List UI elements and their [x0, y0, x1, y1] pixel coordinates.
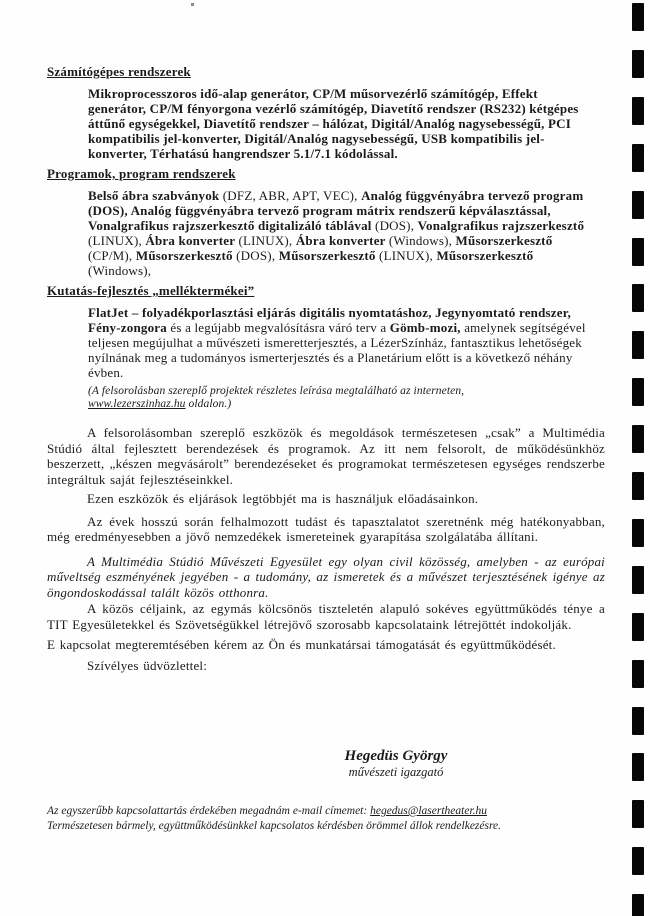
text-run: Ábra konverter [145, 233, 239, 248]
text-run: oldalon.) [185, 398, 232, 410]
text-run: (CP/M), [88, 248, 136, 263]
text-run: Szívélyes üdvözlettel: [87, 657, 208, 673]
footer-line-availability [47, 819, 607, 834]
text-run: (LINUX), [88, 233, 146, 248]
body-paragraph-evek [47, 514, 605, 545]
footer-note [47, 804, 607, 834]
binding-mark [632, 566, 644, 594]
text-run: Természetesen bármely, együttműködésünkkel kapcsolatos kérdésben örömmel állok rendelkezésre. [47, 820, 502, 832]
section-heading-programok: Programok, program rendszerek [47, 166, 236, 181]
text-run: A közös céljaink, az egymás kölcsönös tiszteletén alapuló sokéves együttműködés ténye a TIT Egyesületekkel és Szövetségükkel létrejövő szorosabb kapcsolataink létrejöttét indokolják. [47, 601, 605, 632]
text-run: amelynek segítségével teljesen megújulhat a művészeti ismeretterjesztés, a LézerSzínház, fantasztikus lehetőségek nyílnának meg a tudományos ismerterjesztés és a Planetárium előtt is a következő néhány évben. [88, 320, 586, 380]
text-run: (DOS), [236, 248, 279, 263]
text-run: (Windows), [388, 233, 456, 248]
text-run: Ábra konverter [295, 233, 389, 248]
text-run: Az évek hosszú során felhalmozott tudást és tapasztalatot szeretnénk még hatékonyabban, még eredményesebben a jövő nemzedékek ismereteinek gyarapítása szolgálatába állítani. [47, 513, 605, 544]
text-run: Gömb-mozi, [389, 320, 465, 335]
binding-mark [632, 472, 644, 500]
section-body-szamitogepes-rendszerek [88, 86, 588, 161]
body-paragraph-kozos-celjaink [47, 601, 605, 632]
body-paragraph-felsorolas [47, 425, 605, 487]
text-run: (A felsorolásban szereplő projektek részletes leírása megtalálható az interneten, [88, 385, 465, 397]
binding-mark [632, 331, 644, 359]
binding-mark [632, 97, 644, 125]
binding-mark [632, 50, 644, 78]
binding-mark [632, 753, 644, 781]
text-run: Műsorszerkesztő [278, 248, 380, 263]
text-run: (DFZ, ABR, APT, VEC), [222, 188, 362, 203]
text-run: (LINUX), [238, 233, 296, 248]
body-paragraph-kapcsolat [47, 637, 605, 653]
text-run: Analóg függvényábra tervező program (DOS), Analóg függvényábra tervező program mátrix rendszerű képválasztással, Vonalgrafikus rajzszerkesztő digitalizáló táblával [88, 188, 584, 233]
text-run: (LINUX), [379, 248, 437, 263]
binding-mark [632, 191, 644, 219]
closing-line [47, 658, 605, 674]
scan-speck-artifact [191, 3, 194, 6]
binding-mark [632, 284, 644, 312]
projects-note [88, 385, 508, 411]
binding-mark [632, 519, 644, 547]
text-run: Műsorszerkesztő [436, 248, 534, 263]
text-run: Ezen eszközök és eljárások legtöbbjét ma is használjuk előadásainkon. [87, 491, 479, 506]
text-run: FlatJet – folyadékporlasztási eljárás digitális nyomtatáshoz, Jegynyomtató rendszer, Fény-zongora [88, 305, 571, 335]
text-run: Műsorszerkesztő [455, 233, 553, 248]
body-paragraph-eszkozok [47, 491, 605, 507]
text-run: és a legújabb megvalósításra váró terv a [170, 320, 390, 335]
binding-mark [632, 800, 644, 828]
text-run: Műsorszerkesztő [135, 248, 237, 263]
text-run: Vonalgrafikus rajzszerkesztő [417, 218, 585, 233]
text-run: E kapcsolat megteremtésében kérem az Ön és munkatársai támogatását és együttműködését. [47, 637, 556, 652]
text-run: A felsorolásomban szereplő eszközök és megoldások természetesen „csak” a Multimédia Stúdió által fejlesztett berendezések és programok. Az itt nem felsorolt, de működésünkhöz beszerzett, „készen megvásárolt” berendezéseket és programokat természetesen egységes rendszerbe integráltuk saját fejlesztéseinkkel. [47, 425, 605, 487]
body-paragraph-egyesulet [47, 554, 605, 601]
binding-mark [632, 144, 644, 172]
binding-mark [632, 378, 644, 406]
binding-mark [632, 707, 644, 735]
footer-line-email [47, 804, 607, 819]
text-run: (Windows), [88, 263, 152, 278]
text-run: (DOS), [375, 218, 418, 233]
section-body-programok [88, 188, 588, 278]
binding-mark [632, 238, 644, 266]
binding-mark [632, 613, 644, 641]
text-run: Belső ábra szabványok [88, 188, 223, 203]
text-run: A Multimédia Stúdió Művészeti Egyesület egy olyan civil közösség, amelyben - az európai műveltség eszményének jegyében - a tudomány, az ismeretek és a művészet terjesztésének igénye az öngondoskodással talált közös otthonra. [47, 553, 605, 600]
binding-mark [632, 894, 644, 916]
letter-content [47, 64, 605, 680]
binding-mark [632, 425, 644, 453]
signature-name: Hegedüs György [344, 748, 448, 764]
binding-mark [632, 660, 644, 688]
section-heading-szamitogepes-rendszerek: Számítógépes rendszerek [47, 64, 191, 79]
lezerszinhaz-link: www.lezerszinhaz.hu [88, 398, 186, 410]
section-body-kutatas-fejlesztes [88, 305, 588, 380]
signature-title: művészeti igazgató [348, 765, 444, 779]
binding-mark [632, 847, 644, 875]
signature-block [286, 748, 506, 780]
text-run: Mikroprocesszoros idő-alap generátor, CP/M műsorvezérlő számítógép, Effekt generátor, CP/M fényorgona vezérlő számítógép, Diavetítő rendszer (RS232) kétgépes áttűnő egységekkel, Diavetítő rendszer – hálózat, Digitál/Analóg nagysebességű, PCI kompatibilis jel-konverter, Digitál/Analóg nagysebességű, USB kompatibilis jel-konverter, Térhatású hangrendszer 5.1/7.1 kódolással. [88, 86, 579, 161]
binding-mark [632, 3, 644, 31]
email-link: hegedus@lasertheater.hu [370, 805, 488, 817]
section-heading-kutatas-fejlesztes: Kutatás-fejlesztés „melléktermékei” [47, 283, 255, 298]
text-run: Az egyszerűbb kapcsolattartás érdekében megadnám e-mail címemet: [47, 805, 371, 817]
